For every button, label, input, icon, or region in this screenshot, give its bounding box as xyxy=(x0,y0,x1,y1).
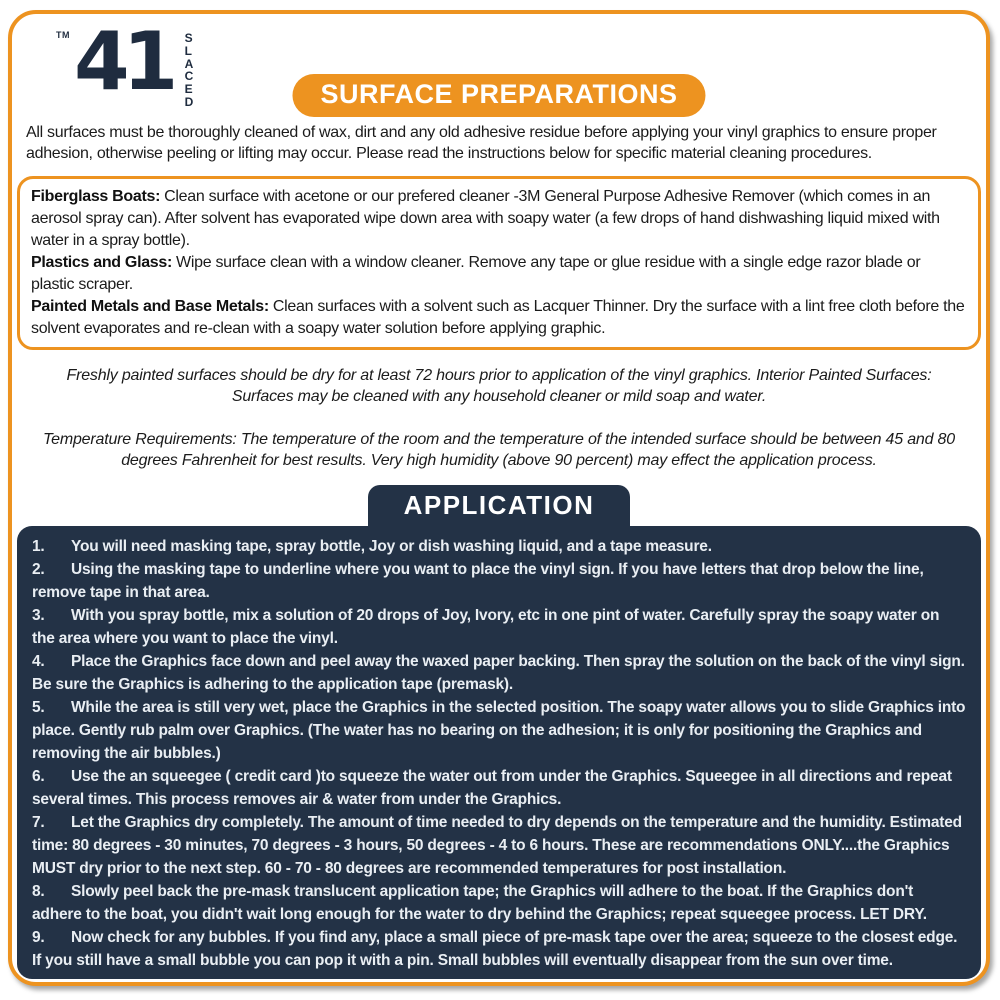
brand-logo xyxy=(56,15,194,109)
step-number: 5. xyxy=(32,699,45,716)
step-number: 4. xyxy=(32,653,45,670)
step-text: Using the masking tape to underline where you want to place the vinyl sign. If you have letters that drop below the line, remove tape in that area. xyxy=(32,561,924,601)
surface-preparations-title: SURFACE PREPARATIONS xyxy=(292,74,705,117)
material-text: Clean surfaces with a solvent such as Lacquer Thinner. Dry the surface with a lint free cloth before the solvent evaporates and re-clean with a soapy water solution before applying graphic. xyxy=(31,298,965,337)
step-number: 3. xyxy=(32,607,45,624)
header xyxy=(12,14,986,114)
note-painted-surfaces: Freshly painted surfaces should be dry for at least 72 hours prior to application of the vinyl graphics. Interior Painted Surfaces: Surfaces may be cleaned with any household cleaner or mild soap and water. xyxy=(66,367,932,405)
step-text: You will need masking tape, spray bottle, Joy or dish washing liquid, and a tape measure. xyxy=(71,538,712,555)
trademark-symbol: TM xyxy=(56,30,70,40)
step-text: Now check for any bubbles. If you find any, place a small piece of pre-mask tape over the area; squeeze to the closest edge. If you still have a small bubble you can pop it with a pin. Small bubbles will eventually disappear from the sun over time. xyxy=(32,929,958,969)
step-text: Slowly peel back the pre-mask translucent application tape; the Graphics will adhere to the boat. If the Graphics don't adhere to the boat, you didn't wait long enough for the water to dry behind the Graphics; repeat squeegee process. LET DRY. xyxy=(32,883,927,923)
material-painted-metals xyxy=(31,296,967,340)
step-number: 8. xyxy=(32,883,45,900)
application-step xyxy=(32,604,966,650)
step-text: Place the Graphics face down and peel away the waxed paper backing. Then spray the solution on the back of the vinyl sign. Be sure the Graphics is adhering to the application tape (premask). xyxy=(32,653,965,693)
logo-vertical-text: D E C A L S xyxy=(184,31,194,109)
step-number: 1. xyxy=(32,538,45,555)
step-number: 6. xyxy=(32,768,45,785)
intro-paragraph: All surfaces must be thoroughly cleaned of wax, dirt and any old adhesive residue before applying your vinyl graphics to ensure proper adhesion, otherwise peeling or lifting may occur. Please read the instructions below for specific material cleaning procedures. xyxy=(26,124,937,162)
step-text: Use the an squeegee ( credit card )to squeeze the water out from under the Graphics. Squeegee in all directions and repeat several times. This process removes air & water from under the Graphics. xyxy=(32,768,952,808)
application-step xyxy=(32,926,966,972)
application-step xyxy=(32,880,966,926)
step-number: 2. xyxy=(32,561,45,578)
material-label: Fiberglass Boats: xyxy=(31,188,161,205)
logo-number: 41 xyxy=(74,15,172,108)
instruction-sheet xyxy=(8,10,990,986)
application-step xyxy=(32,765,966,811)
application-step xyxy=(32,535,966,558)
material-plastics-glass xyxy=(31,252,967,296)
material-text: Wipe surface clean with a window cleaner. Remove any tape or glue residue with a single edge razor blade or plastic scraper. xyxy=(31,254,921,293)
step-number: 7. xyxy=(32,814,45,831)
step-number: 9. xyxy=(32,929,45,946)
material-label: Painted Metals and Base Metals: xyxy=(31,298,269,315)
application-step xyxy=(32,811,966,880)
application-step xyxy=(32,650,966,696)
step-text: With you spray bottle, mix a solution of 20 drops of Joy, Ivory, etc in one pint of water. Carefully spray the soapy water on the area where you want to place the vinyl. xyxy=(32,607,940,647)
material-fiberglass xyxy=(31,186,967,252)
materials-box xyxy=(17,176,981,350)
application-step xyxy=(32,558,966,604)
material-text: Clean surface with acetone or our prefered cleaner -3M General Purpose Adhesive Remover (which comes in an aerosol spray can). After solvent has evaporated wipe down area with soapy water (a few drops of hand dishwashing liquid mixed with water in a spray bottle). xyxy=(31,188,940,249)
application-section xyxy=(12,485,986,982)
note-temperature-requirements: Temperature Requirements: The temperature of the room and the temperature of the intended surface should be between 45 and 80 degrees Fahrenheit for best results. Very high humidity (above 90 percent) may effect the application process. xyxy=(43,431,955,469)
application-steps-panel xyxy=(17,526,981,979)
material-label: Plastics and Glass: xyxy=(31,254,173,271)
step-text: Let the Graphics dry completely. The amount of time needed to dry depends on the temperature and the humidity. Estimated time: 80 degrees - 30 minutes, 70 degrees - 3 hours, 50 degrees - 4 to 6 hours. These are recommendations ONLY....the Graphics MUST dry prior to the next step. 60 - 70 - 80 degrees are recommended temperatures for post installation. xyxy=(32,814,962,877)
step-text: While the area is still very wet, place the Graphics in the selected position. The soapy water allows you to slide Graphics into place. Gently rub palm over Graphics. (The water has no bearing on the adhesion; it is only for positioning the Graphics and removing the air bubbles.) xyxy=(32,699,966,762)
application-step xyxy=(32,696,966,765)
application-title: APPLICATION xyxy=(368,485,631,527)
